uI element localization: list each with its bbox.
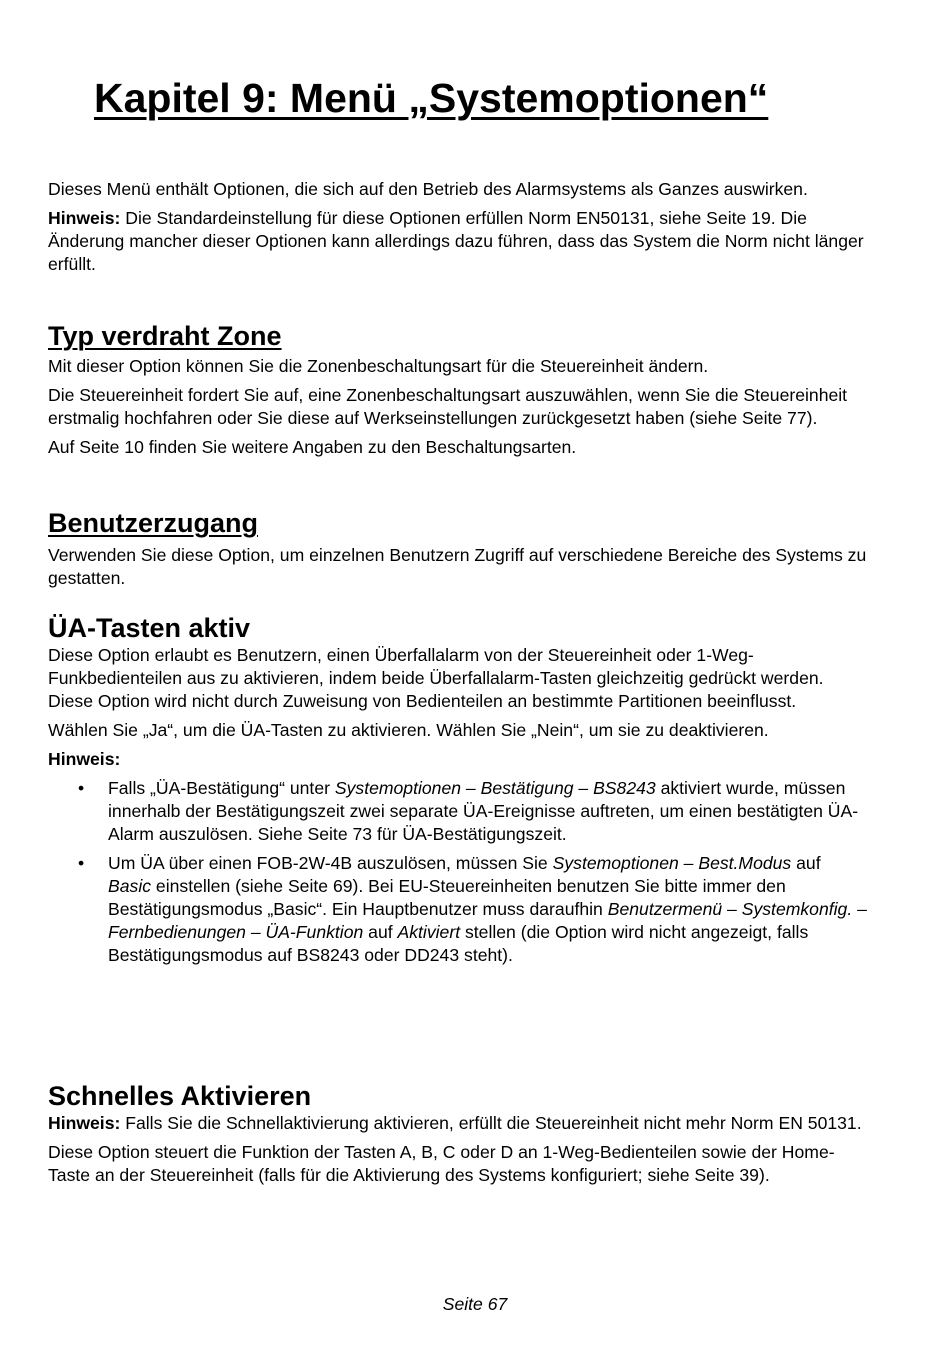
note-list	[48, 777, 868, 967]
paragraph: Wählen Sie „Ja“, um die ÜA-Tasten zu aktivieren. Wählen Sie „Nein“, um sie zu deaktivieren.	[48, 720, 769, 740]
page-title: Kapitel 9: Menü „Systemoptionen“	[94, 75, 769, 121]
section-heading: Benutzerzugang	[48, 508, 259, 538]
list-item: • Um ÜA über einen FOB-2W-4B auszulösen, müssen Sie Systemoptionen – Best.Modus auf Basic einstellen (siehe Seite 69). Bei EU-Steuereinheiten benutzen Sie bitte immer den Bestätigungsmodus „Basic“. Ein Hauptbenutzer muss daraufhin Benutzermenü – Systemkonfig. – Fernbedienungen – ÜA-Funktion auf Aktiviert stellen (die Option wird nicht angezeigt, falls Bestätigungsmodus auf BS8243 oder DD243 steht).	[48, 852, 868, 967]
intro-section	[48, 178, 868, 276]
note-text: Falls Sie die Schnellaktivierung aktivieren, erfüllt die Steuereinheit nicht mehr Norm EN 50131.	[120, 1113, 862, 1133]
section-typ-verdraht-zone	[48, 320, 868, 459]
section-heading: Typ verdraht Zone	[48, 321, 282, 351]
note	[48, 1112, 868, 1135]
note-label: Hinweis:	[48, 749, 121, 769]
section-heading: Schnelles Aktivieren	[48, 1081, 312, 1111]
list-item: • Falls „ÜA-Bestätigung“ unter Systemoptionen – Bestätigung – BS8243 aktiviert wurde, müssen innerhalb der Bestätigungszeit zwei separate ÜA-Ereignisse auftreten, um einen bestätigten ÜA-Alarm auszulösen. Siehe Seite 73 für ÜA-Bestätigungszeit.	[48, 777, 868, 846]
intro-note	[48, 207, 868, 276]
paragraph: Mit dieser Option können Sie die Zonenbeschaltungsart für die Steuereinheit ändern.	[48, 356, 709, 376]
section-heading: ÜA-Tasten aktiv	[48, 613, 251, 643]
paragraph: Die Steuereinheit fordert Sie auf, eine Zonenbeschaltungsart auszuwählen, wenn Sie die Steuereinheit erstmalig hochfahren oder Sie diese auf Werkseinstellungen zurückgesetzt haben (siehe Seite 77).	[48, 385, 848, 428]
page-number: Seite 67	[442, 1294, 508, 1314]
paragraph: Diese Option steuert die Funktion der Tasten A, B, C oder D an 1-Weg-Bedienteilen sowie der Home-Taste an der Steuereinheit (falls für die Aktivierung des Systems konfiguriert; siehe Seite 39).	[48, 1142, 835, 1185]
note-label: Hinweis:	[48, 1113, 121, 1133]
section-ua-tasten-aktiv	[48, 612, 868, 967]
paragraph: Auf Seite 10 finden Sie weitere Angaben zu den Beschaltungsarten.	[48, 437, 577, 457]
section-benutzerzugang	[48, 507, 868, 590]
note-text: Die Standardeinstellung für diese Optionen erfüllen Norm EN50131, siehe Seite 19. Die Änderung mancher dieser Optionen kann allerdings dazu führen, dass das System die Norm nicht länger erfüllt.	[48, 208, 864, 274]
note-label: Hinweis:	[48, 208, 121, 228]
paragraph: Diese Option erlaubt es Benutzern, einen Überfallalarm von der Steuereinheit oder 1-Weg-Funkbedienteilen aus zu aktivieren, indem beide Überfallalarm-Tasten gleichzeitig gedrückt werden. Diese Option wird nicht durch Zuweisung von Bedienteilen an bestimmte Partitionen beeinflusst.	[48, 645, 824, 711]
intro-paragraph: Dieses Menü enthält Optionen, die sich auf den Betrieb des Alarmsystems als Ganzes auswirken.	[48, 179, 808, 199]
section-schnelles-aktivieren	[48, 1080, 868, 1187]
paragraph: Verwenden Sie diese Option, um einzelnen Benutzern Zugriff auf verschiedene Bereiche des Systems zu gestatten.	[48, 545, 867, 588]
